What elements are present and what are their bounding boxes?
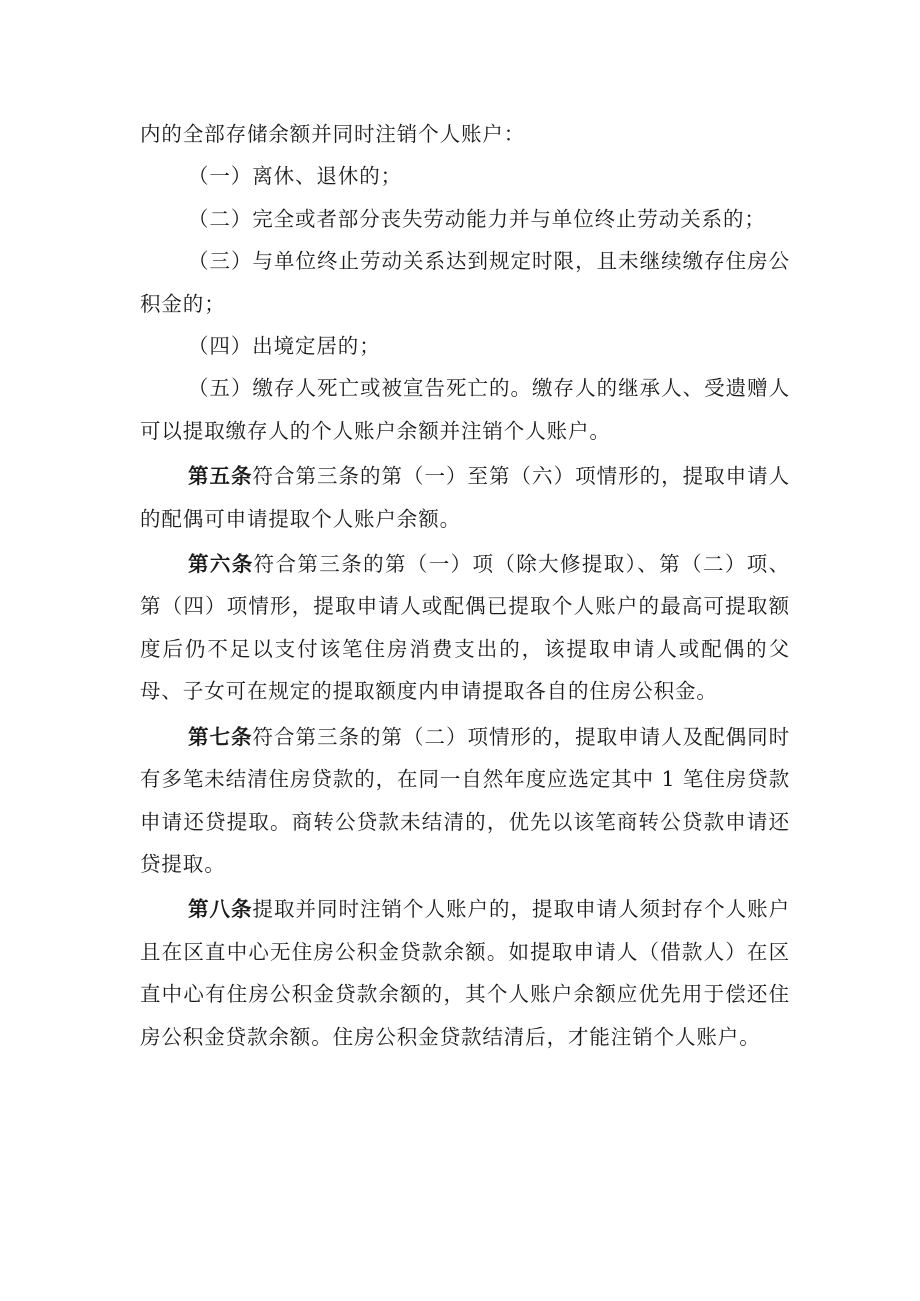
list-item-5: （五）缴存人死亡或被宣告死亡的。缴存人的继承人、受遗赠人可以提取缴存人的个人账户余额并注销个人账户。 (140, 376, 790, 443)
list-item-2: （二）完全或者部分丧失劳动能力并与单位终止劳动关系的； (188, 206, 766, 231)
article-5 (140, 455, 790, 540)
article-7 (140, 716, 790, 886)
list-item-3: （三）与单位终止劳动关系达到规定时限，且未继续缴存住房公积金的； (140, 249, 790, 316)
article-7-title: 第七条 (188, 724, 253, 749)
article-6 (140, 543, 790, 713)
list-item-4: （四）出境定居的； (188, 334, 381, 359)
list-item-1: （一）离休、退休的； (188, 164, 402, 189)
article-5-text: 符合第三条的第（一）至第（六）项情形的，提取申请人的配偶可申请提取个人账户余额。 (140, 464, 791, 531)
article-8-title: 第八条 (188, 897, 253, 922)
article-5-title: 第五条 (188, 464, 253, 489)
article-8 (140, 888, 790, 1058)
article-8-text: 提取并同时注销个人账户的，提取申请人须封存个人账户且在区直中心无住房公积金贷款余额。如提取申请人（借款人）在区直中心有住房公积金贷款余额的，其个人账户余额应优先用于偿还住房公积金贷款余额。住房公积金贷款结清后，才能注销个人账户。 (140, 897, 791, 1049)
continuation-paragraph: 内的全部存储余额并同时注销个人账户： (140, 122, 526, 146)
article-7-text: 符合第三条的第（二）项情形的，提取申请人及配偶同时有多笔未结清住房贷款的，在同一自然年度应选定其中 1 笔住房贷款申请还贷提取。商转公贷款未结清的，优先以该笔商转公贷款申请还贷提取。 (140, 724, 791, 876)
article-6-title: 第六条 (188, 552, 254, 577)
article-6-text: 符合第三条的第（一）项（除大修提取）、第（二）项、第（四）项情形，提取申请人或配偶已提取个人账户的最高可提取额度后仍不足以支付该笔住房消费支出的，该提取申请人或配偶的父母、子女可在规定的提取额度内申请提取各自的住房公积金。 (140, 552, 791, 704)
document-body (140, 113, 790, 1058)
